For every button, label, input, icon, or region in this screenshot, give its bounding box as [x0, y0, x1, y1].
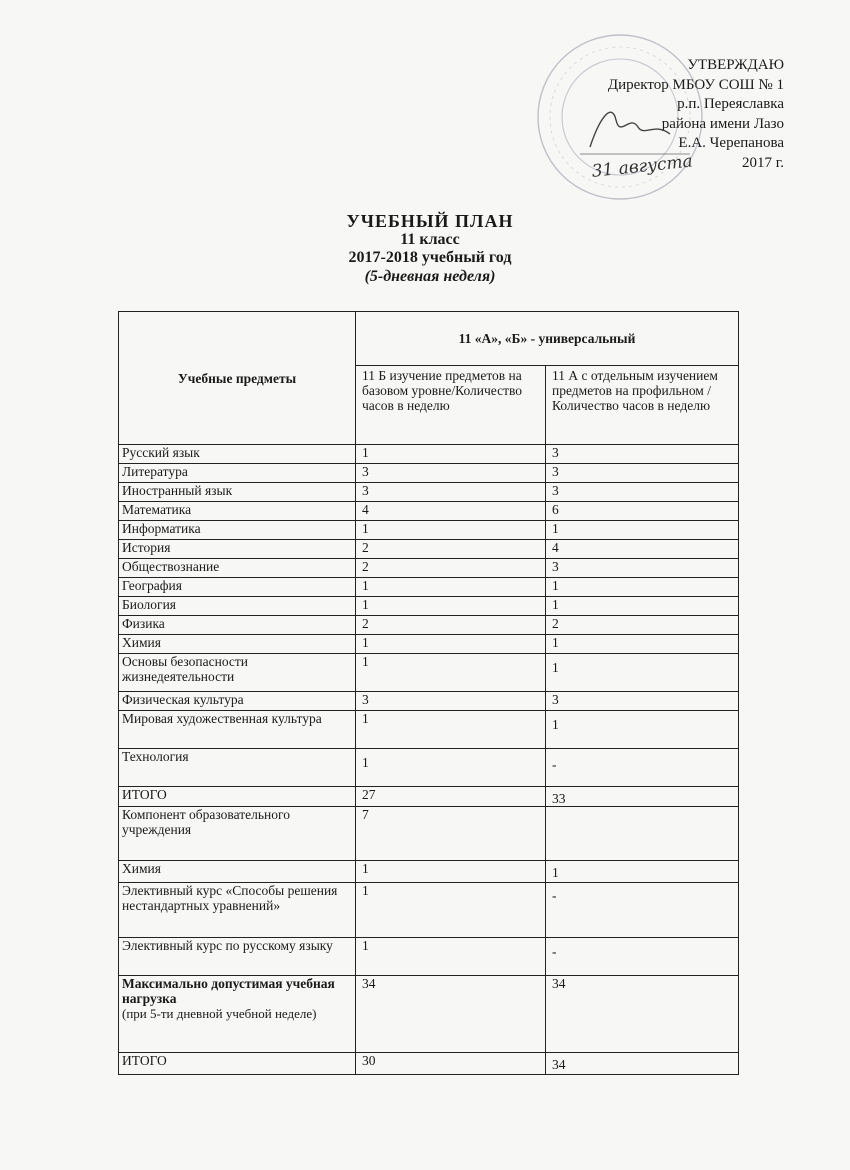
value-a-cell: 34 — [546, 976, 739, 1053]
value-b-cell: 1 — [356, 597, 546, 616]
subject-cell: География — [119, 578, 356, 597]
value-a-cell: - — [546, 938, 739, 976]
table-row — [119, 635, 739, 654]
value-b-cell: 34 — [356, 976, 546, 1053]
subject-cell: Элективный курс по русскому языку — [119, 938, 356, 976]
subject-cell: Физическая культура — [119, 692, 356, 711]
value-b-cell: 3 — [356, 483, 546, 502]
table-row — [119, 445, 739, 464]
title-main: УЧЕБНЫЙ ПЛАН — [346, 211, 514, 231]
subject-cell: Биология — [119, 597, 356, 616]
table-row — [119, 807, 739, 861]
subject-cell: Технология — [119, 749, 356, 787]
table-row — [119, 578, 739, 597]
curriculum-table — [118, 311, 739, 1075]
title-year: 2017-2018 учебный год — [348, 249, 512, 266]
table-row — [119, 711, 739, 749]
approval-district: района имени Лазо — [661, 115, 784, 132]
subject-cell: Математика — [119, 502, 356, 521]
value-a-cell: 3 — [546, 464, 739, 483]
table-row — [119, 883, 739, 938]
approval-block — [608, 56, 784, 173]
table-row — [119, 692, 739, 711]
value-a-cell — [546, 807, 739, 861]
value-a-cell: - — [546, 883, 739, 938]
table-row — [119, 521, 739, 540]
subject-cell: Химия — [119, 635, 356, 654]
value-b-cell: 27 — [356, 787, 546, 807]
value-b-cell: 4 — [356, 502, 546, 521]
value-b-cell: 1 — [356, 861, 546, 883]
value-b-cell: 1 — [356, 883, 546, 938]
value-b-cell: 3 — [356, 464, 546, 483]
subject-cell: ИТОГО — [119, 787, 356, 807]
value-b-cell: 2 — [356, 616, 546, 635]
table-row — [119, 464, 739, 483]
subject-cell: ИТОГО — [119, 1053, 356, 1075]
value-b-cell: 30 — [356, 1053, 546, 1075]
value-a-cell: 1 — [546, 521, 739, 540]
value-a-cell: 1 — [546, 578, 739, 597]
value-a-cell: 3 — [546, 692, 739, 711]
subject-cell: Химия — [119, 861, 356, 883]
document-title — [300, 212, 560, 286]
approval-settlement: р.п. Переяславка — [677, 96, 784, 112]
subject-cell: Компонент образовательного учреждения — [119, 807, 356, 861]
value-b-cell: 1 — [356, 578, 546, 597]
approval-director: Директор МБОУ СОШ № 1 — [607, 76, 784, 93]
subject-cell: Элективный курс «Способы решения нестандартных уравнений» — [119, 883, 356, 938]
value-b-cell: 1 — [356, 711, 546, 749]
value-a-cell: 1 — [546, 711, 739, 749]
value-a-cell: 1 — [546, 861, 739, 883]
table-row — [119, 654, 739, 692]
value-b-cell: 7 — [356, 807, 546, 861]
subject-main: Максимально допустимая учебная нагрузка — [122, 976, 335, 1006]
value-a-cell: 1 — [546, 635, 739, 654]
subject-cell: Информатика — [119, 521, 356, 540]
table-row — [119, 938, 739, 976]
value-a-cell: 2 — [546, 616, 739, 635]
approval-name: Е.А. Черепанова — [678, 135, 784, 151]
subject-cell: Иностранный язык — [119, 483, 356, 502]
col-b-header: 11 Б изучение предметов на базовом уровне/Количество часов в неделю — [356, 366, 546, 445]
handwritten-date: 31 августа — [590, 151, 694, 182]
value-b-cell: 2 — [356, 540, 546, 559]
value-b-cell: 1 — [356, 445, 546, 464]
table-row — [119, 976, 739, 1053]
table-row — [119, 559, 739, 578]
value-b-cell: 1 — [356, 521, 546, 540]
table-row — [119, 483, 739, 502]
value-a-cell: 4 — [546, 540, 739, 559]
value-b-cell: 2 — [356, 559, 546, 578]
subject-cell: Основы безопасности жизнедеятельности — [119, 654, 356, 692]
title-class: 11 класс — [400, 230, 460, 248]
value-b-cell: 1 — [356, 938, 546, 976]
value-b-cell: 1 — [356, 635, 546, 654]
subject-cell: Литература — [119, 464, 356, 483]
value-a-cell: 33 — [546, 787, 739, 807]
subject-note: (при 5-ти дневной учебной неделе) — [122, 1006, 317, 1021]
value-a-cell: 1 — [546, 597, 739, 616]
table-row — [119, 597, 739, 616]
value-a-cell: 34 — [546, 1053, 739, 1075]
table-row — [119, 861, 739, 883]
approval-heading: УТВЕРЖДАЮ — [687, 57, 784, 73]
value-a-cell: 3 — [546, 559, 739, 578]
value-b-cell: 1 — [356, 749, 546, 787]
col-a-header: 11 А с отдельным изучением предметов на профильном /Количество часов в неделю — [546, 366, 739, 445]
subject-cell: Русский язык — [119, 445, 356, 464]
value-a-cell: 3 — [546, 445, 739, 464]
subject-cell: История — [119, 540, 356, 559]
approval-year: 2017 г. — [742, 154, 784, 171]
subject-cell: Физика — [119, 616, 356, 635]
table-row — [119, 502, 739, 521]
table-row — [119, 540, 739, 559]
col-subjects-header: Учебные предметы — [119, 312, 356, 445]
group-header: 11 «А», «Б» - универсальный — [356, 312, 739, 366]
table-row — [119, 616, 739, 635]
subject-cell: Обществознание — [119, 559, 356, 578]
value-b-cell: 1 — [356, 654, 546, 692]
value-b-cell: 3 — [356, 692, 546, 711]
subject-cell: Мировая художественная культура — [119, 711, 356, 749]
subject-cell — [119, 976, 356, 1053]
value-a-cell: 1 — [546, 654, 739, 692]
title-week: (5-дневная неделя) — [364, 267, 496, 285]
table-row — [119, 1053, 739, 1075]
value-a-cell: 6 — [546, 502, 739, 521]
value-a-cell: 3 — [546, 483, 739, 502]
table-row — [119, 787, 739, 807]
value-a-cell: - — [546, 749, 739, 787]
table-row — [119, 749, 739, 787]
